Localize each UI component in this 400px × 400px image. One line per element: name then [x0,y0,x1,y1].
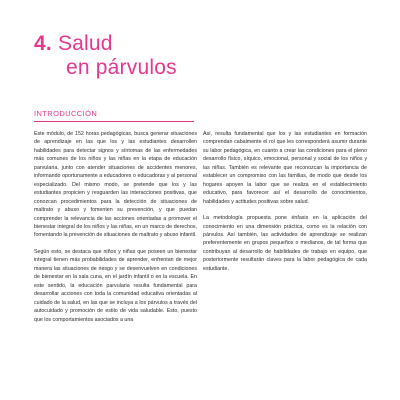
title-line-2: en párvulos [66,56,177,79]
title-line-1: Salud [57,32,113,55]
right-column [203,130,367,281]
page-title [34,32,177,80]
section-heading: INTRODUCCIÓN [34,109,194,122]
right-paragraph: Así, resulta fundamental que los y las estudiantes en formación comprendan cabalmente el rol que les corresponderá asumir durante su labor pedagógica, en cuanto a crear las condiciones para el pleno desarrollo físico, síquico, emocional, personal y social de los niños y las niñas. También es relevante que reconozcan la importancia de establecer un compromiso con las familias, de modo que desde los hogares apoyen la labor que se realiza en el establecimiento educativo, para favorecer así el desarrollo de conocimientos, habilidades y actitudes positivas sobre salud. [203,131,367,205]
right-paragraph: La metodología propuesta pone énfasis en la aplicación del conocimiento en una dimensión práctica, como es la relación con párvulos. Así también, las actividades de aprendizaje se realizan preferentemente en grupos pequeños o medianos, de tal forma que contribuyan al desarrollo de habilidades de trabajo en equipo, que posteriormente resultarán claves para la labor pedagógica de cada estudiante. [203,215,367,272]
left-paragraph: Este módulo, de 152 horas pedagógicas, busca generar situaciones de aprendizaje en las que los y las estudiantes desarrollen habilidades para detectar signos y síntomas de las enfermedades más comunes de los niños y las niñas en la etapa de educación parvularia, junto con atender situaciones de accidentes menores, informando oportunamente a educadores o educadoras y al personal especializado. Del mismo modo, se pretende que los y las estudiantes propicien y resguarden las interacciones positivas, que conozcan procedimientos para la detección de situaciones de maltrato y abuso y fomenten su prevención, y que puedan comprender la relevancia de las acciones orientadas a promover el bienestar integral de los niños y las niñas, en un marco de derechos, fomentando la prevención de situaciones de maltrato y abuso infantil. [34,131,197,239]
left-paragraph: Según esto, se destaca que niños y niñas que poseen un bienestar integral tienen más probabilidades de aprender, enfrentan de mejor manera las situaciones de riesgo y se desenvuelven en condiciones de bienestar en la sala cuna, en el jardín infantil o en la escuela. En este sentido, la educación parvularia resulta fundamental para desarrollar acciones con toda la comunidad educativa orientadas al cuidado de la salud, en las que se incluya a los párvulos a través del autocuidado y promoción de estilo de vida saludable. Esto, puesto que los comportamientos asociados a una [34,248,197,323]
chapter-number: 4. [34,32,52,55]
left-column [34,130,197,332]
